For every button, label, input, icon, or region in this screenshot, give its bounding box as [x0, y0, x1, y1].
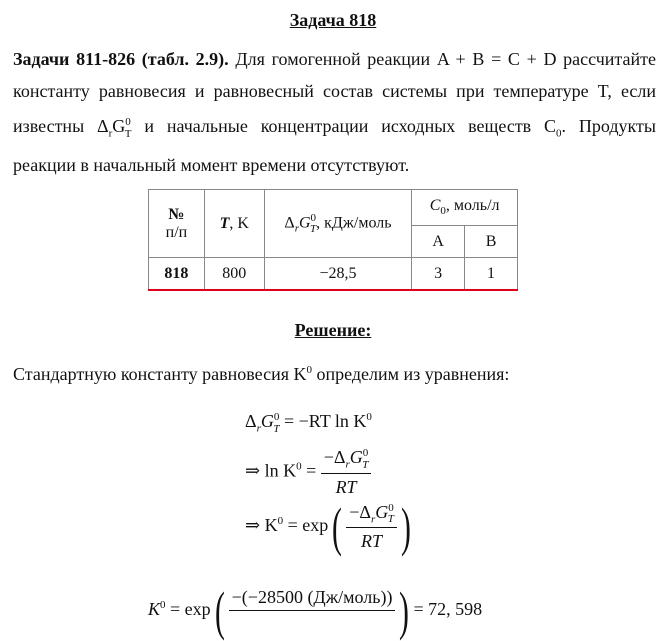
problem-statement: Задачи 811-826 (табл. 2.9). Для гомогенной реакции A + B = C + D рассчитайте константу равновесия и равновесный состав системы при температуре T, если известны $\Delta_rG^0_T$ и начальные концентрации исходных веществ $C_0$. Продукты реакции в начальный момент времени отсутствуют.: [13, 49, 657, 176]
cell-gibbs-energy: −28,5: [264, 258, 412, 291]
header-gibbs-energy: $\Delta_rG^0_T$, кДж/моль: [264, 190, 412, 258]
table-row: [149, 258, 518, 291]
header-b: B: [465, 226, 518, 258]
cell-temperature: 800: [204, 258, 264, 291]
equation-2: ⇒ $\ln K^0$ = $\frac{-\Delta_rG^0_T}{RT}$: [245, 447, 371, 498]
problem-title: Задача 818: [289, 10, 377, 30]
cell-a: 3: [412, 258, 465, 291]
header-initial-concentration: $C_0$, моль/л: [412, 190, 518, 226]
solution-intro: Стандартную константу равновесия $K^0$ определим из уравнения:: [13, 364, 510, 384]
cell-number: 818: [149, 258, 205, 291]
equation-1: $\Delta_rG^0_T = -RT$ $\ln K^0$: [245, 411, 372, 435]
solution-title: Решение:: [294, 320, 372, 340]
cell-b: 1: [465, 258, 518, 291]
header-temperature: T, K: [204, 190, 264, 258]
header-a: A: [412, 226, 465, 258]
equation-3: ⇒ $K^0 = \exp$( $\frac{-\Delta_rG^0_T}{RT}$ ): [245, 497, 411, 557]
equation-4: $K^0 = \exp$( −(−28500 (Дж/моль)) ) = 72, 598: [148, 581, 483, 641]
header-number: № п/п: [149, 190, 205, 258]
problem-lead: Задачи 811-826 (табл. 2.9).: [13, 49, 229, 69]
data-table: [148, 189, 518, 291]
